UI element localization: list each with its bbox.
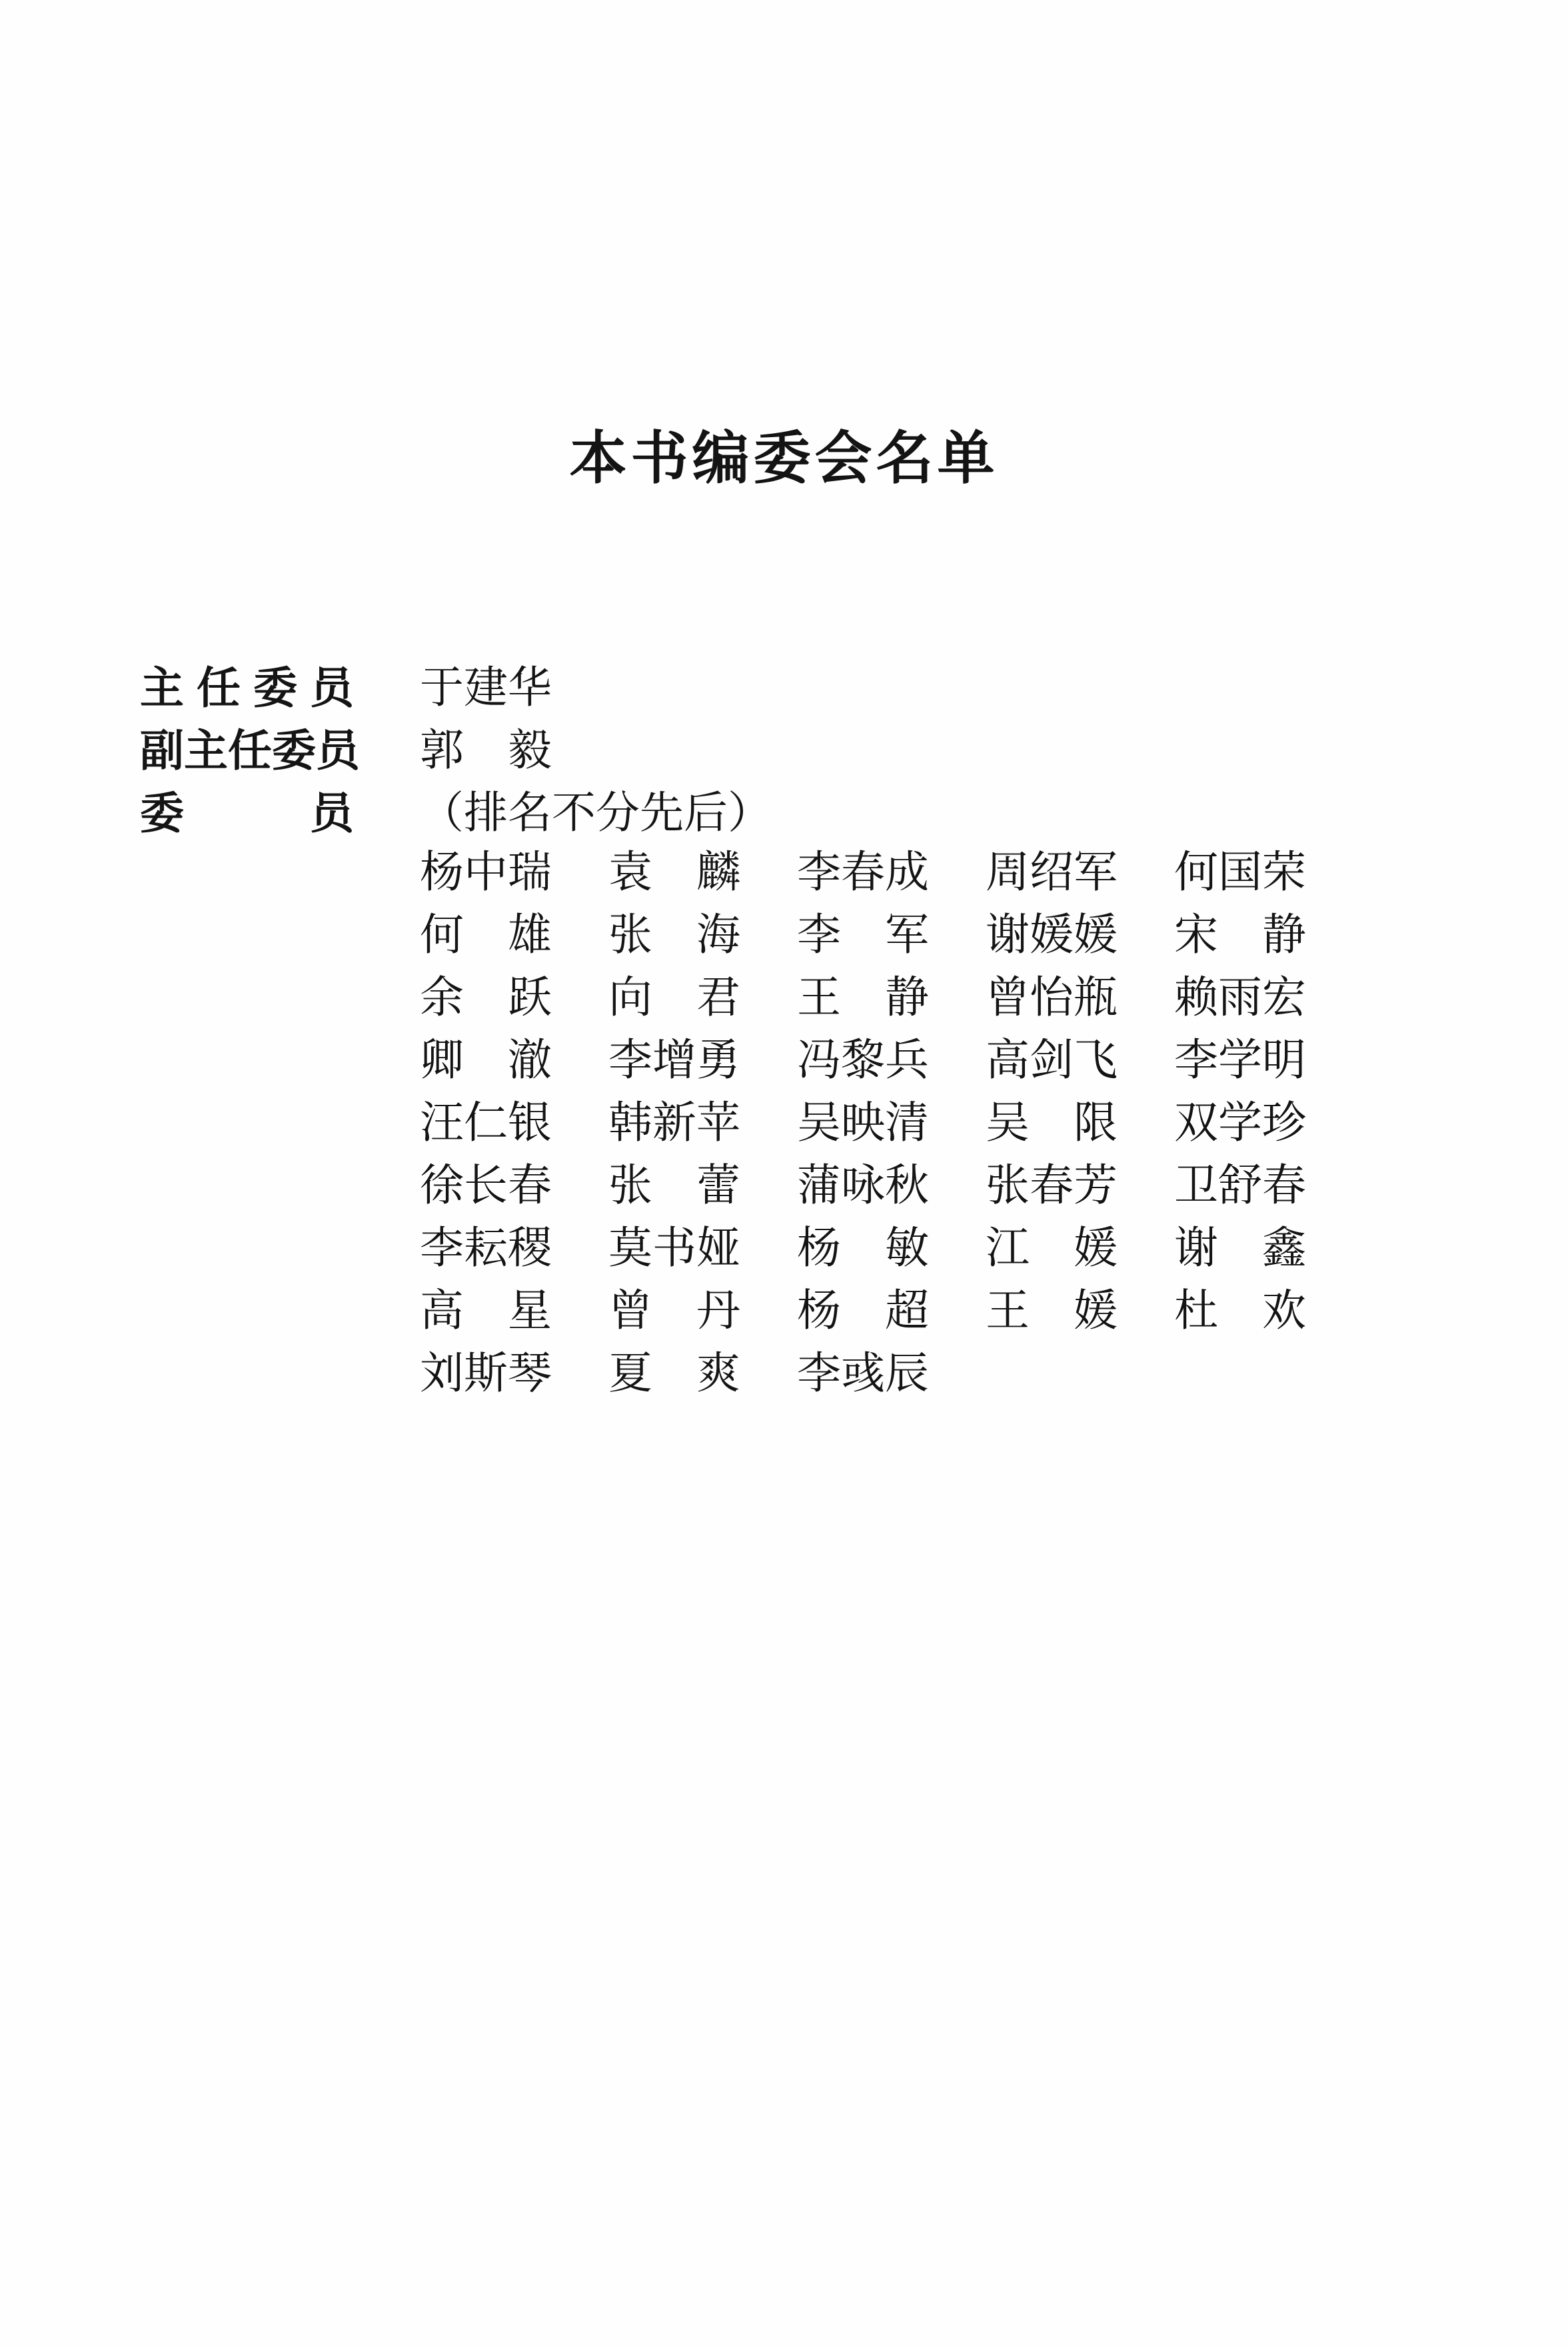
member-name: 杨 敏: [797, 1222, 929, 1273]
member-name: 莫书娅: [608, 1222, 740, 1273]
role-label: 委 员: [140, 787, 367, 839]
page-title: 本书编委会名单: [569, 424, 999, 492]
member-row: [420, 966, 1353, 1029]
member-name: 张 海: [608, 909, 740, 960]
member-row: [420, 1092, 1353, 1154]
member-name: 李学明: [1174, 1034, 1306, 1086]
member-name: 夏 爽: [608, 1347, 740, 1399]
role-label: 主任委员: [140, 662, 367, 714]
member-name: 高 星: [420, 1285, 552, 1336]
member-name: 袁 麟: [608, 846, 740, 898]
member-name: 杨中瑞: [420, 846, 552, 898]
member-name: 王 媛: [986, 1285, 1118, 1336]
role-note: （排名不分先后）: [420, 787, 772, 838]
member-name: 王 静: [797, 972, 929, 1023]
member-row: [420, 1279, 1353, 1342]
member-name: 谢媛媛: [986, 909, 1118, 960]
member-row: [420, 1217, 1353, 1279]
member-name: 江 媛: [986, 1222, 1118, 1273]
member-name: 高剑飞: [986, 1034, 1118, 1086]
member-name: 谢 鑫: [1174, 1222, 1306, 1273]
member-name: 吴映清: [797, 1097, 929, 1148]
member-name: 徐长春: [420, 1160, 552, 1211]
member-name: 何 雄: [420, 909, 552, 960]
member-name: 曾怡瓶: [986, 972, 1118, 1023]
member-name: 张 蕾: [608, 1160, 740, 1211]
member-name: 李春成: [797, 846, 929, 898]
role-value: 于建华: [420, 662, 552, 713]
member-name: 曾 丹: [608, 1285, 740, 1336]
member-name: 周绍军: [986, 846, 1118, 898]
member-name: 张春芳: [986, 1160, 1118, 1211]
member-name: 韩新苹: [608, 1097, 740, 1148]
member-name: 卫舒春: [1174, 1160, 1306, 1211]
member-name: 蒲咏秋: [797, 1160, 929, 1211]
member-name: 双学珍: [1174, 1097, 1306, 1148]
member-list: [420, 841, 1353, 1405]
member-name: 卿 澈: [420, 1034, 552, 1086]
member-name: 宋 静: [1174, 909, 1306, 960]
member-name: 吴 限: [986, 1097, 1118, 1148]
member-name: 刘斯琴: [420, 1347, 552, 1399]
member-name: 杜 欢: [1174, 1285, 1306, 1336]
member-name: 何国荣: [1174, 846, 1306, 898]
role-label: 副主任委员: [140, 724, 360, 776]
member-row: [420, 841, 1353, 904]
member-name: 汪仁银: [420, 1097, 552, 1148]
member-name: 赖雨宏: [1174, 972, 1306, 1023]
member-row: [420, 904, 1353, 966]
member-name: 李彧辰: [797, 1347, 929, 1399]
member-name: 冯黎兵: [797, 1034, 929, 1086]
member-name: 李 军: [797, 909, 929, 960]
member-row: [420, 1029, 1353, 1092]
role-value: 郭 毅: [420, 724, 552, 776]
member-name: 杨 超: [797, 1285, 929, 1336]
member-name: 李增勇: [608, 1034, 740, 1086]
member-row: [420, 1342, 1353, 1405]
member-name: 余 跃: [420, 972, 552, 1023]
member-name: 李耘稷: [420, 1222, 552, 1273]
member-name: 向 君: [608, 972, 740, 1023]
member-row: [420, 1154, 1353, 1217]
